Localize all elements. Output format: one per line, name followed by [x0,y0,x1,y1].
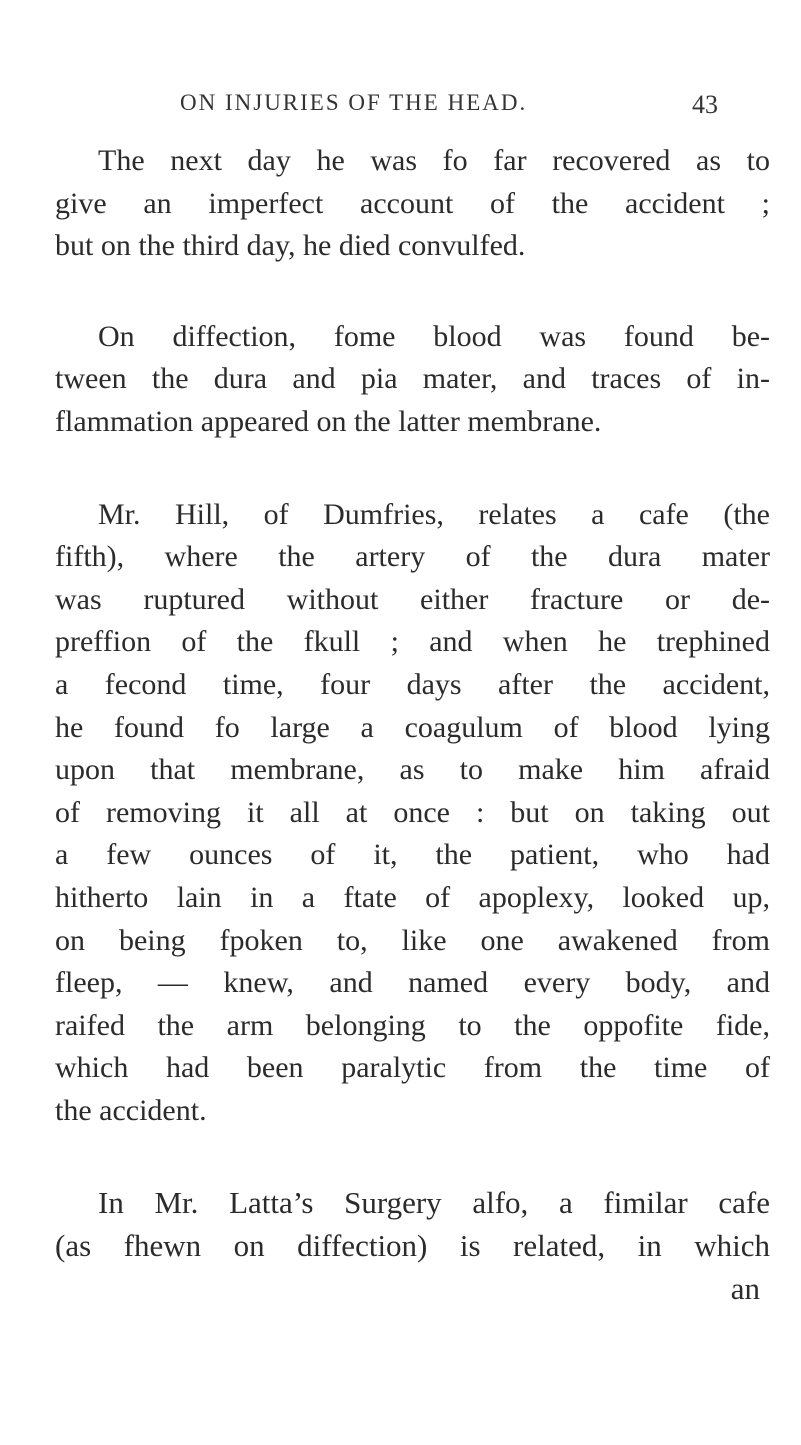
page-number: 43 [692,90,718,119]
text-line: flammation appeared on the latter membrane. [55,404,602,438]
paragraph-4 [55,1182,770,1310]
text-line: was ruptured without either fracture or de- [55,582,770,616]
body-text [55,140,770,1310]
paragraph-2 [55,316,770,444]
text-line: give an imperfect account of the accident ; [55,186,770,220]
text-line: but on the third day, he died convulfed. [55,229,526,263]
text-line: a fecond time, four days after the accident, [55,667,770,701]
paragraph-1 [55,140,770,268]
text-line: preffion of the fkull ; and when he trephined [55,625,770,659]
text-line: Mr. Hill, of Dumfries, relates a cafe (the [98,497,770,531]
text-line: In Mr. Latta’s Surgery alfo, a fimilar cafe [98,1185,770,1221]
paragraph-3 [55,494,770,1133]
text-line: a few ounces of it, the patient, who had [55,838,770,872]
text-line: fifth), where the artery of the dura mater [55,540,770,574]
page-header [0,90,801,130]
running-title: ON INJURIES OF THE HEAD. [180,90,528,115]
catchword: an [730,1270,760,1306]
text-line: on being fpoken to, like one awakened from [55,923,770,957]
text-line: tween the dura and pia mater, and traces of in- [55,362,770,396]
text-line: of removing it all at once : but on taking out [55,795,770,829]
text-line: upon that membrane, as to make him afraid [55,753,770,787]
text-line: hitherto lain in a ftate of apoplexy, looked up, [55,880,770,914]
text-line: On diffection, fome blood was found be- [98,319,770,353]
text-line: The next day he was fo far recovered as to [98,144,770,177]
text-line: fleep, — knew, and named every body, and [55,966,770,1000]
text-line: raifed the arm belonging to the oppofite fide, [55,1008,770,1042]
text-line: which had been paralytic from the time of [55,1051,770,1085]
text-line: the accident. [55,1093,207,1127]
text-line: (as fhewn on diffection) is related, in which [55,1228,770,1264]
text-line: he found fo large a coagulum of blood lying [55,710,770,744]
